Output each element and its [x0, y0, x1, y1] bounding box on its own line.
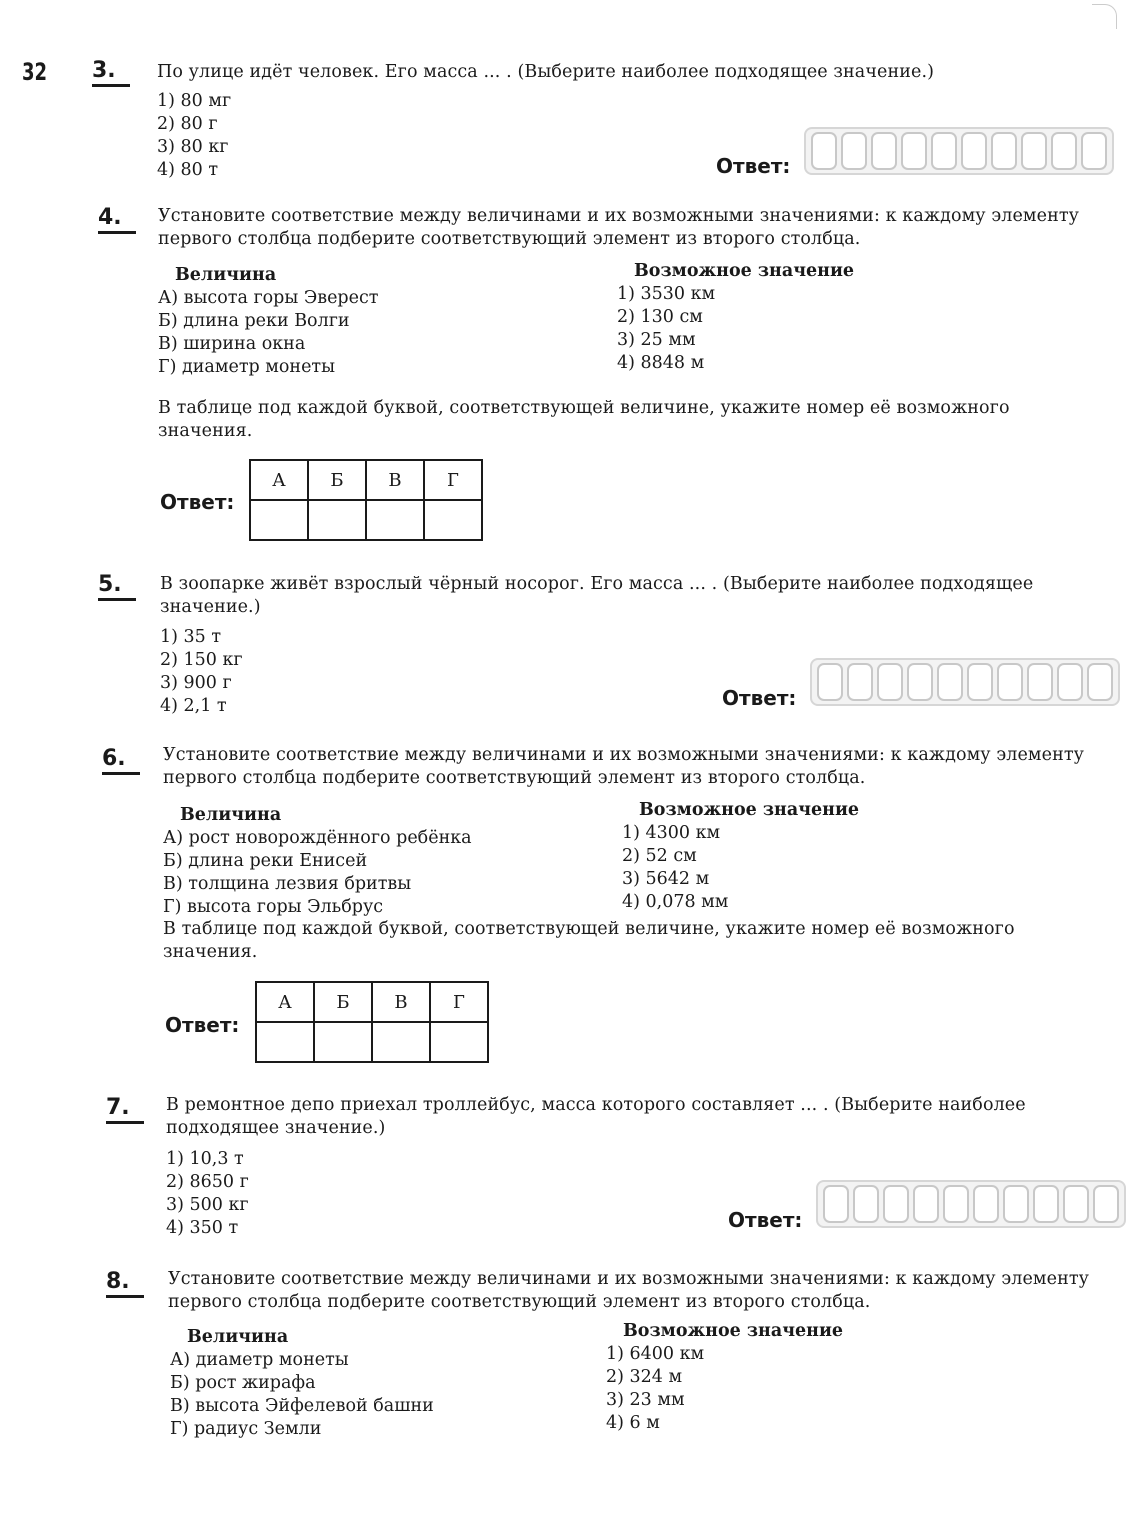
value-item: 2) 52 см	[622, 846, 697, 866]
option: 1) 10,3 т	[166, 1149, 244, 1169]
option: 1) 80 мг	[157, 91, 232, 111]
task-number: 4.	[98, 207, 136, 234]
value-column	[622, 799, 859, 914]
column-header: Величина	[175, 265, 277, 285]
column-header: Возможное значение	[623, 1321, 844, 1341]
quantity-item: В) толщина лезвия бритвы	[163, 874, 412, 894]
answer-label: Ответ:	[716, 154, 791, 178]
quantity-item: А) рост новорождённого ребёнка	[163, 828, 472, 848]
option: 1) 35 т	[160, 627, 222, 647]
option: 3) 80 кг	[157, 137, 229, 157]
task-question: Установите соответствие между величинами и их возможными значениями: к каждому элементу первого столбца подберите соответствующий элемент из второго столбца.	[163, 745, 1085, 788]
value-item: 3) 23 мм	[606, 1390, 685, 1410]
quantity-item: Г) высота горы Эльбрус	[163, 897, 384, 917]
value-item: 1) 4300 км	[622, 823, 721, 843]
value-item: 4) 8848 м	[617, 353, 705, 373]
quantity-item: А) высота горы Эверест	[158, 288, 379, 308]
option: 4) 2,1 т	[160, 696, 227, 716]
letter-cell: В	[372, 982, 430, 1022]
value-item: 2) 130 см	[617, 307, 703, 327]
page-number: 32	[22, 58, 48, 86]
task-number: 6.	[102, 748, 140, 775]
answer-cell[interactable]	[308, 500, 366, 540]
answer-label: Ответ:	[165, 1013, 240, 1037]
answer-cells[interactable]	[804, 127, 1114, 175]
task-question: Установите соответствие между величинами и их возможными значениями: к каждому элементу первого столбца подберите соответствующий элемент из второго столбца.	[158, 206, 1080, 249]
value-item: 3) 5642 м	[622, 869, 710, 889]
letter-cell: Г	[430, 982, 488, 1022]
table-instruction: В таблице под каждой буквой, соответствующей величине, укажите номер её возможного значения.	[158, 398, 1010, 441]
task-number: 7.	[106, 1097, 144, 1124]
answer-label: Ответ:	[160, 490, 235, 514]
answer-table	[249, 459, 483, 541]
task-number: 8.	[106, 1271, 144, 1298]
letter-cell: Б	[308, 460, 366, 500]
answer-cell[interactable]	[424, 500, 482, 540]
column-header: Величина	[180, 805, 282, 825]
quantity-item: Б) длина реки Волги	[158, 311, 350, 331]
answer-cell[interactable]	[372, 1022, 430, 1062]
task-question: По улице идёт человек. Его масса ... . (Выберите наиболее подходящее значение.)	[157, 62, 935, 82]
task-number: 3.	[92, 60, 130, 87]
answer-label: Ответ:	[728, 1208, 803, 1232]
quantity-item: Г) радиус Земли	[170, 1419, 322, 1439]
letter-cell: Г	[424, 460, 482, 500]
quantity-item: В) высота Эйфелевой башни	[170, 1396, 434, 1416]
task-question: Установите соответствие между величинами и их возможными значениями: к каждому элементу первого столбца подберите соответствующий элемент из второго столбца.	[168, 1269, 1090, 1312]
letter-cell: В	[366, 460, 424, 500]
value-column	[606, 1320, 843, 1435]
answer-cell[interactable]	[366, 500, 424, 540]
answer-cells[interactable]	[816, 1180, 1126, 1228]
value-item: 4) 0,078 мм	[622, 892, 729, 912]
option: 3) 500 кг	[166, 1195, 249, 1215]
answer-cell[interactable]	[430, 1022, 488, 1062]
quantity-item: Б) рост жирафа	[170, 1373, 316, 1393]
quantity-item: А) диаметр монеты	[170, 1350, 349, 1370]
column-header: Возможное значение	[639, 800, 860, 820]
value-item: 1) 6400 км	[606, 1344, 705, 1364]
letter-cell: Б	[314, 982, 372, 1022]
answer-cell[interactable]	[250, 500, 308, 540]
task-question: В ремонтное депо приехал троллейбус, масса которого составляет ... . (Выберите наиболее подходящее значение.)	[166, 1095, 1026, 1138]
quantity-column	[158, 264, 378, 379]
quantity-item: Г) диаметр монеты	[158, 357, 336, 377]
letter-cell: А	[250, 460, 308, 500]
answer-cells[interactable]	[810, 658, 1120, 706]
option: 2) 8650 г	[166, 1172, 249, 1192]
value-item: 1) 3530 км	[617, 284, 716, 304]
table-instruction: В таблице под каждой буквой, соответствующей величине, укажите номер её возможного значения.	[163, 919, 1015, 962]
option: 2) 150 кг	[160, 650, 243, 670]
value-item: 4) 6 м	[606, 1413, 660, 1433]
value-column	[617, 260, 854, 375]
option: 2) 80 г	[157, 114, 218, 134]
answer-cell[interactable]	[314, 1022, 372, 1062]
answer-label: Ответ:	[722, 686, 797, 710]
value-item: 2) 324 м	[606, 1367, 683, 1387]
answer-cell[interactable]	[256, 1022, 314, 1062]
option-list	[166, 1148, 249, 1240]
letter-cell: А	[256, 982, 314, 1022]
option-list	[157, 90, 231, 182]
column-header: Величина	[187, 1327, 289, 1347]
task-number: 5.	[98, 574, 136, 601]
value-item: 3) 25 мм	[617, 330, 696, 350]
quantity-item: В) ширина окна	[158, 334, 306, 354]
option: 4) 80 т	[157, 160, 219, 180]
option: 3) 900 г	[160, 673, 232, 693]
quantity-column	[163, 804, 472, 919]
option-list	[160, 626, 243, 718]
task-question: В зоопарке живёт взрослый чёрный носорог. Его масса ... . (Выберите наиболее подходящее значение.)	[160, 574, 1034, 617]
quantity-column	[170, 1326, 434, 1441]
page-corner-mark	[1092, 4, 1117, 29]
option: 4) 350 т	[166, 1218, 239, 1238]
quantity-item: Б) длина реки Енисей	[163, 851, 368, 871]
answer-table	[255, 981, 489, 1063]
column-header: Возможное значение	[634, 261, 855, 281]
